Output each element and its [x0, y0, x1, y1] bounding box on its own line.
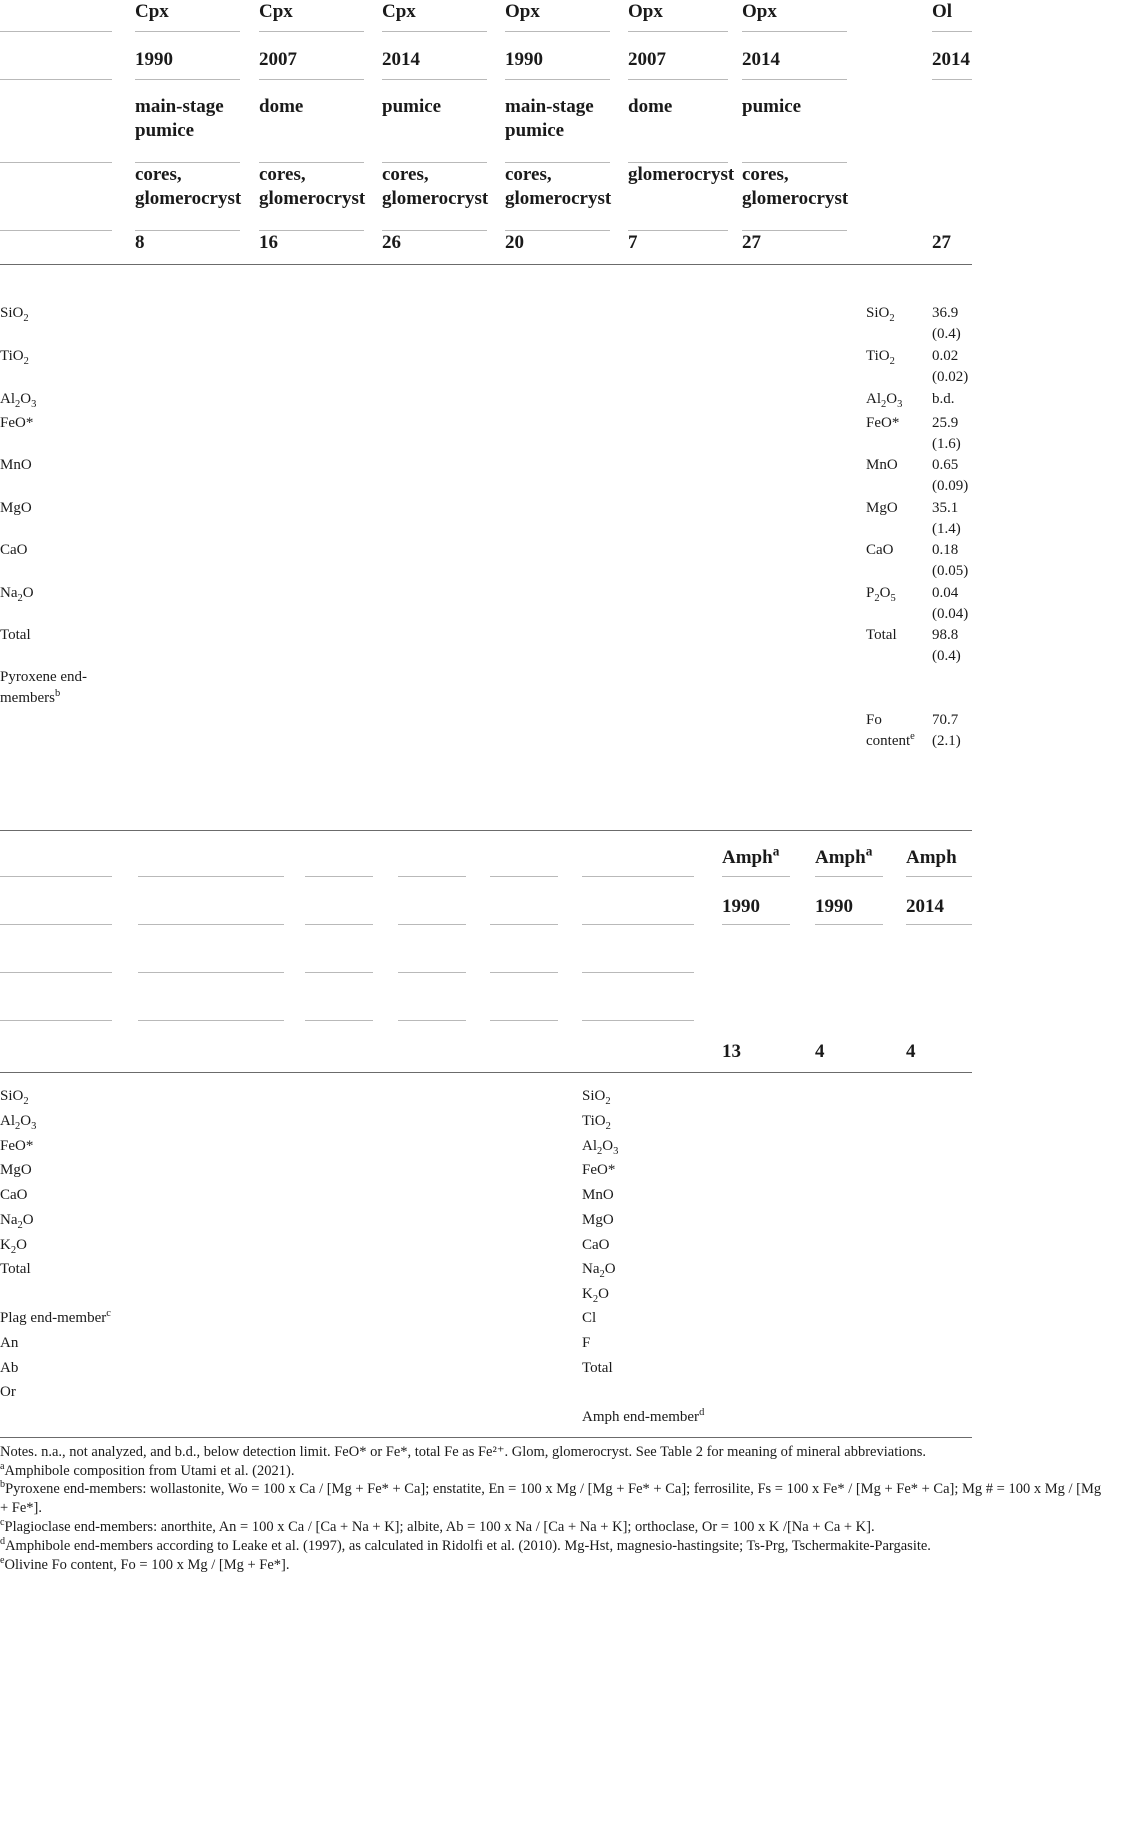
header-cell: 1990 — [505, 49, 543, 70]
amph-row-label: CaO — [582, 1237, 610, 1253]
header-underline — [628, 79, 728, 80]
amph-row-label: $K_2O$ — [582, 1286, 609, 1305]
header-cell: 7 — [628, 232, 638, 253]
footnote: $^b$Pyroxene end-members: wollastonite, Wo = 100 x Ca / [Mg + Fe* + Ca]; enstatite, En = 100 x Mg / [Mg + Fe* + Ca]; ferrosilite, Fs = 100 x Fe* / [Mg + Fe* + Ca]; Mg # = 100 x Mg / [Mg + Fe*]. — [0, 1479, 1102, 1516]
amph-header-cell: Amph$^a$ — [722, 843, 780, 868]
header-cell: 27 — [932, 232, 951, 253]
header-underline — [490, 876, 558, 877]
header-cell: Ol — [932, 1, 953, 22]
header-underline — [0, 230, 112, 231]
header-underline — [138, 924, 284, 925]
header-underline — [505, 79, 610, 80]
amph-header-cell: 13 — [722, 1041, 741, 1062]
header-underline — [722, 876, 790, 877]
header-cell: Cpx — [382, 1, 416, 22]
olivine-oxide-label: SiO$_2$ — [866, 305, 895, 324]
oxide-label: Total — [0, 627, 31, 643]
olivine-oxide-label: Total — [866, 627, 897, 643]
olivine-value-cell: 25.9 (1.6) — [932, 415, 961, 452]
header-cell: Opx — [505, 1, 540, 22]
plag-row-label: $Al_2O_3$ — [0, 1113, 37, 1132]
olivine-oxide-label: MnO — [866, 457, 898, 473]
header-cell: 2007 — [259, 49, 297, 70]
header-underline — [135, 79, 240, 80]
header-underline — [305, 924, 373, 925]
header-underline — [0, 31, 112, 32]
header-cell: glomerocryst — [628, 164, 735, 185]
header-underline — [305, 972, 373, 973]
header-underline — [582, 972, 694, 973]
header-cell: 1990 — [135, 49, 173, 70]
amph-row-label: TiO$_2$ — [582, 1113, 611, 1132]
table2-divider — [0, 1072, 972, 1073]
header-underline — [398, 1020, 466, 1021]
header-underline — [259, 79, 364, 80]
header-underline — [582, 876, 694, 877]
amph-header-cell: 2014 — [906, 896, 944, 917]
header-underline — [398, 876, 466, 877]
header-cell: pumice — [742, 96, 802, 117]
header-cell: 2014 — [742, 49, 780, 70]
olivine-oxide-label: $Al_2O_3$ — [866, 391, 903, 410]
footnote: Notes. n.a., not analyzed, and b.d., below detection limit. FeO* or Fe*, total Fe as Fe²⁺. Glom, glomerocryst. See Table 2 for meaning of mineral abbreviations. — [0, 1444, 927, 1460]
plag-row-label: $Na_2O$ — [0, 1212, 34, 1231]
header-underline — [742, 79, 847, 80]
header-cell: Opx — [742, 1, 777, 22]
header-cell: main-stage pumice — [135, 96, 224, 141]
amph-header-cell: Amph — [906, 847, 957, 868]
plag-row-label: An — [0, 1335, 19, 1351]
amph-row-label: $Al_2O_3$ — [582, 1138, 619, 1157]
pyroxene-endmember-label: Pyroxene end- members$^b$ — [0, 669, 88, 706]
footnote: $^a$Amphibole composition from Utami et al. (2021). — [0, 1461, 295, 1479]
header-underline — [815, 924, 883, 925]
olivine-value-cell: 0.65 (0.09) — [932, 457, 969, 494]
olivine-oxide-label: $P_2O_5$ — [866, 585, 896, 604]
oxide-label: TiO$_2$ — [0, 348, 29, 367]
footnote: $^d$Amphibole end-members according to Leake et al. (1997), as calculated in Ridolfi et al. (2010). Mg-Hst, magnesio-hastingsite; Ts-Prg, Tschermakite-Pargasite. — [0, 1536, 931, 1554]
amph-row-label: FeO* — [582, 1162, 616, 1178]
plag-row-label: SiO$_2$ — [0, 1088, 29, 1107]
header-cell: dome — [628, 96, 673, 117]
header-cell: Cpx — [259, 1, 293, 22]
header-cell: pumice — [382, 96, 442, 117]
amph-row-label: Amph end-member$^d$ — [582, 1407, 705, 1425]
olivine-value-cell: 0.18 (0.05) — [932, 542, 969, 579]
header-cell: 27 — [742, 232, 761, 253]
footnote: $^c$Plagioclase end-members: anorthite, An = 100 x Ca / [Ca + Na + K]; albite, Ab = 100 x Na / [Ca + Na + K]; orthoclase, Or = 100 x K /[Na + Ca + K]. — [0, 1517, 875, 1535]
notes-divider — [0, 1437, 972, 1438]
plag-row-label: Total — [0, 1261, 31, 1277]
header-underline — [505, 31, 610, 32]
amph-row-label: MgO — [582, 1212, 614, 1228]
olivine-value-cell: 36.9 (0.4) — [932, 305, 961, 342]
table1-divider — [0, 264, 972, 265]
header-cell: dome — [259, 96, 304, 117]
header-underline — [259, 31, 364, 32]
header-cell: cores, glomerocryst — [259, 164, 366, 209]
plag-row-label: Ab — [0, 1360, 19, 1376]
amph-header-cell: 4 — [906, 1041, 916, 1062]
header-underline — [398, 924, 466, 925]
olivine-value-cell: 0.04 (0.04) — [932, 585, 969, 622]
plag-row-label: Or — [0, 1384, 16, 1400]
header-cell: cores, glomerocryst — [382, 164, 489, 209]
plag-row-label: CaO — [0, 1187, 28, 1203]
amph-row-label: MnO — [582, 1187, 614, 1203]
olivine-oxide-label: FeO* — [866, 415, 900, 431]
header-cell: 2014 — [382, 49, 420, 70]
header-underline — [490, 972, 558, 973]
olivine-value-cell: 70.7 (2.1) — [932, 712, 961, 749]
header-underline — [906, 924, 972, 925]
header-underline — [382, 31, 487, 32]
header-cell: 2014 — [932, 49, 970, 70]
oxide-label: FeO* — [0, 415, 34, 431]
plag-row-label: Plag end-member$^c$ — [0, 1308, 111, 1326]
header-cell: Opx — [628, 1, 663, 22]
olivine-oxide-label: TiO$_2$ — [866, 348, 895, 367]
header-underline — [135, 31, 240, 32]
olivine-value-cell: 35.1 (1.4) — [932, 500, 961, 537]
header-underline — [932, 31, 972, 32]
plag-row-label: FeO* — [0, 1138, 34, 1154]
header-underline — [0, 972, 112, 973]
header-cell: Cpx — [135, 1, 169, 22]
header-underline — [0, 924, 112, 925]
olivine-value-cell: b.d. — [932, 391, 955, 407]
amph-row-label: F — [582, 1335, 591, 1351]
header-underline — [628, 230, 728, 231]
header-underline — [815, 876, 883, 877]
header-cell: cores, glomerocryst — [742, 164, 849, 209]
header-underline — [0, 1020, 112, 1021]
plag-row-label: $K_2O$ — [0, 1237, 27, 1256]
olivine-oxide-label: CaO — [866, 542, 894, 558]
header-cell: 20 — [505, 232, 524, 253]
header-underline — [138, 876, 284, 877]
oxide-label: $Al_2O_3$ — [0, 391, 37, 410]
header-underline — [138, 972, 284, 973]
header-underline — [305, 876, 373, 877]
header-underline — [305, 1020, 373, 1021]
oxide-label: CaO — [0, 542, 28, 558]
plag-row-label: MgO — [0, 1162, 32, 1178]
header-underline — [382, 79, 487, 80]
header-cell: main-stage pumice — [505, 96, 594, 141]
amph-row-label: $Na_2O$ — [582, 1261, 616, 1280]
header-underline — [490, 924, 558, 925]
table-separator — [0, 830, 972, 831]
olivine-oxide-label: MgO — [866, 500, 898, 516]
header-underline — [0, 79, 112, 80]
amph-row-label: Cl — [582, 1310, 597, 1326]
amph-header-cell: 4 — [815, 1041, 825, 1062]
header-underline — [490, 1020, 558, 1021]
oxide-label: SiO$_2$ — [0, 305, 29, 324]
header-underline — [932, 79, 972, 80]
header-underline — [628, 31, 728, 32]
amph-header-cell: Amph$^a$ — [815, 843, 873, 868]
header-underline — [906, 876, 972, 877]
header-underline — [0, 162, 112, 163]
header-cell: 2007 — [628, 49, 666, 70]
header-cell: 8 — [135, 232, 145, 253]
olivine-value-cell: 0.02 (0.02) — [932, 348, 969, 385]
header-underline — [398, 972, 466, 973]
olivine-value-cell: 98.8 (0.4) — [932, 627, 961, 664]
header-underline — [742, 31, 847, 32]
footnote: $^e$Olivine Fo content, Fo = 100 x Mg / [Mg + Fe*]. — [0, 1555, 290, 1573]
header-cell: cores, glomerocryst — [135, 164, 242, 209]
header-underline — [582, 1020, 694, 1021]
amph-row-label: Total — [582, 1360, 613, 1376]
header-underline — [582, 924, 694, 925]
header-underline — [0, 876, 112, 877]
amph-header-cell: 1990 — [815, 896, 853, 917]
header-underline — [135, 230, 240, 231]
oxide-label: MgO — [0, 500, 32, 516]
header-underline — [138, 1020, 284, 1021]
oxide-label: MnO — [0, 457, 32, 473]
amph-header-cell: 1990 — [722, 896, 760, 917]
oxide-label: $Na_2O$ — [0, 585, 34, 604]
amph-row-label: SiO$_2$ — [582, 1088, 611, 1107]
header-underline — [722, 924, 790, 925]
header-cell: cores, glomerocryst — [505, 164, 612, 209]
header-cell: 16 — [259, 232, 278, 253]
header-cell: 26 — [382, 232, 401, 253]
olivine-fo-label: Fo content$^e$ — [866, 712, 915, 749]
